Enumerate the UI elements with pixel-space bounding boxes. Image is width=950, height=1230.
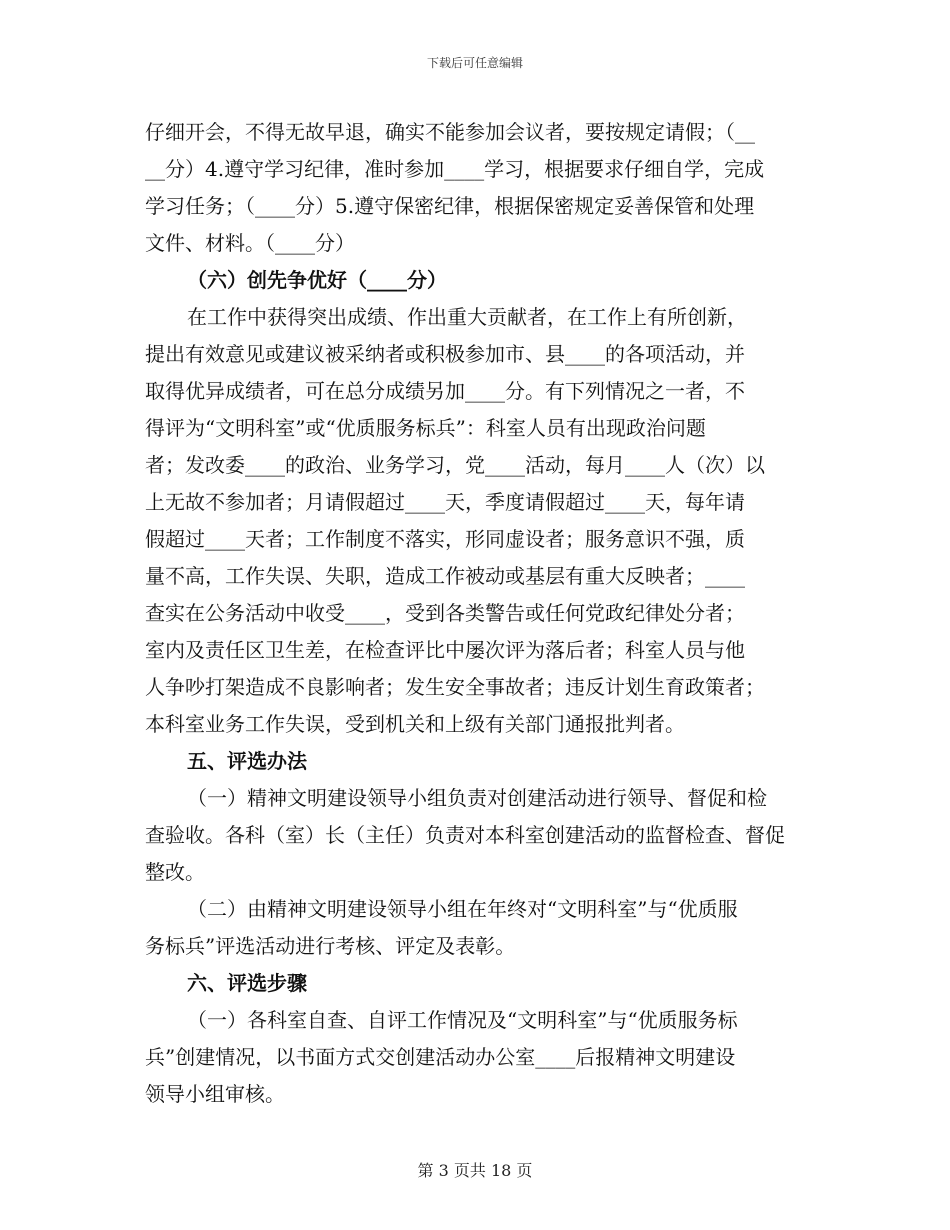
document-body <box>145 114 810 1113</box>
body-line: 仔细开会，不得无故早退，确实不能参加会议者，要按规定请假；（__ <box>145 120 755 144</box>
body-line: 查验收。各科（室）长（主任）负责对本科室创建活动的监督检查、督促 <box>145 823 785 847</box>
body-line: 提出有效意见或建议被采纳者或积极参加市、县____的各项活动，并 <box>145 342 745 366</box>
section-heading: 六、评选步骤 <box>187 971 307 995</box>
section-heading: 五、评选办法 <box>187 749 307 773</box>
section-heading: （六）创先争优好（____分） <box>187 268 447 292</box>
body-line: （一）各科室自查、自评工作情况及“文明科室”与“优质服务标 <box>187 1008 738 1032</box>
body-line: 领导小组审核。 <box>145 1082 285 1106</box>
body-line: （二）由精神文明建设领导小组在年终对“文明科室”与“优质服 <box>187 897 738 921</box>
body-line: 文件、材料。（____分） <box>145 231 355 255</box>
body-line: 假超过____天者；工作制度不落实，形同虚设者；服务意识不强，质 <box>145 527 745 551</box>
body-line: 得评为“文明科室”或“优质服务标兵”：科室人员有出现政治问题 <box>145 416 706 440</box>
body-line: 者；发改委____的政治、业务学习，党____活动，每月____人（次）以 <box>145 453 765 477</box>
body-line: 在工作中获得突出成绩、作出重大贡献者，在工作上有所创新， <box>187 305 747 329</box>
body-line: 本科室业务工作失误，受到机关和上级有关部门通报批判者。 <box>145 712 685 736</box>
page-footer: 第 3 页共 18 页 <box>417 1161 533 1180</box>
page-header: 下载后可任意编辑 <box>426 56 523 70</box>
body-line: 学习任务；（____分）5.遵守保密纪律，根据保密规定妥善保管和处理 <box>145 194 755 218</box>
body-line: 务标兵”评选活动进行考核、评定及表彰。 <box>145 934 516 958</box>
body-line: __分）4.遵守学习纪律，准时参加____学习，根据要求仔细自学，完成 <box>145 157 765 181</box>
body-line: 量不高，工作失误、失职，造成工作被动或基层有重大反映者；____ <box>145 564 745 588</box>
body-line: 兵”创建情况，以书面方式交创建活动办公室____后报精神文明建设 <box>145 1045 736 1069</box>
body-line: 查实在公务活动中收受____，受到各类警告或任何党政纪律处分者； <box>145 601 745 625</box>
body-line: 整改。 <box>145 860 205 884</box>
body-line: 取得优异成绩者，可在总分成绩另加____分。有下列情况之一者，不 <box>145 379 745 403</box>
body-line: 人争吵打架造成不良影响者；发生安全事故者；违反计划生育政策者； <box>145 675 765 699</box>
body-line: 室内及责任区卫生差，在检查评比中屡次评为落后者；科室人员与他 <box>145 638 745 662</box>
body-line: （一）精神文明建设领导小组负责对创建活动进行领导、督促和检 <box>187 786 767 810</box>
body-line: 上无故不参加者；月请假超过____天，季度请假超过____天，每年请 <box>145 490 745 514</box>
